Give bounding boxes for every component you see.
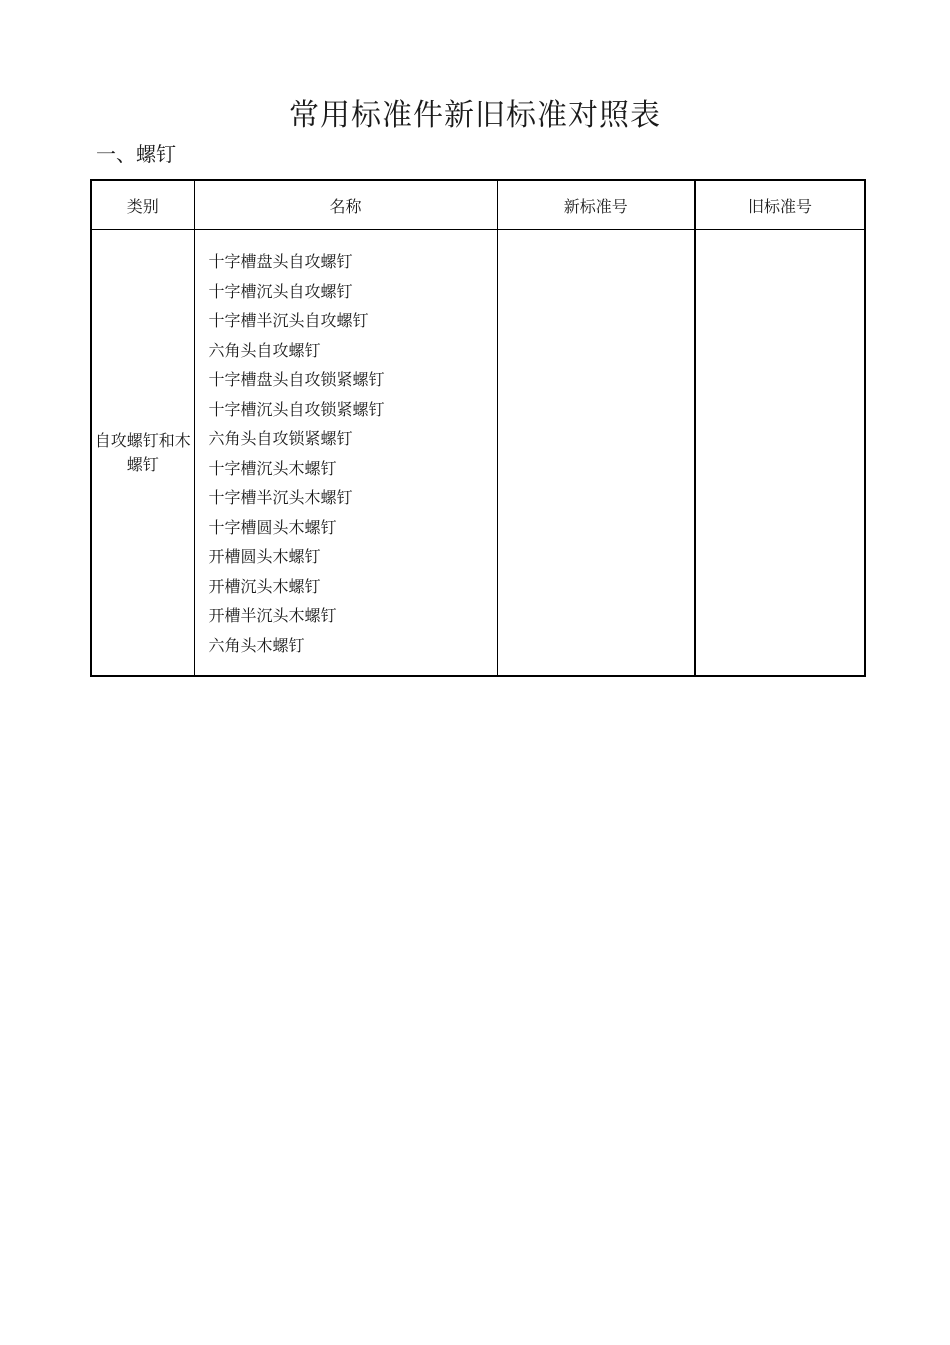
standards-table [90, 179, 866, 677]
list-item: 十字槽沉头木螺钉 [208, 458, 337, 478]
list-item: 六角头自攻锁紧螺钉 [208, 429, 353, 448]
category-label: 自攻螺钉和木螺钉 [94, 430, 191, 474]
header-row [91, 180, 865, 230]
list-item: 十字槽半沉头木螺钉 [208, 488, 353, 507]
header-category: 类别 [91, 180, 194, 230]
name-list [195, 230, 497, 660]
table-body [91, 230, 865, 677]
list-item: 十字槽圆头木螺钉 [208, 517, 337, 537]
table-row [91, 230, 865, 677]
header-name: 名称 [194, 180, 497, 230]
list-item: 十字槽盘头自攻螺钉 [208, 252, 353, 271]
list-item: 十字槽半沉头自攻螺钉 [208, 311, 369, 330]
list-item: 十字槽沉头自攻螺钉 [208, 281, 353, 301]
list-item: 开槽沉头木螺钉 [208, 576, 321, 596]
document-title: 常用标准件新旧标准对照表 [289, 98, 661, 134]
list-item: 开槽圆头木螺钉 [208, 547, 321, 566]
names-cell [194, 230, 497, 677]
list-item: 六角头自攻螺钉 [208, 340, 321, 360]
old-standard-cell [695, 230, 865, 677]
category-cell [91, 230, 194, 677]
list-item: 六角头木螺钉 [208, 635, 305, 655]
list-item: 开槽半沉头木螺钉 [208, 606, 337, 625]
list-item: 十字槽沉头自攻锁紧螺钉 [208, 399, 385, 419]
header-old-standard: 旧标准号 [695, 180, 865, 230]
section-heading: 一、螺钉 [96, 142, 176, 166]
table-header [91, 180, 865, 230]
list-item: 十字槽盘头自攻锁紧螺钉 [208, 370, 385, 389]
new-standard-cell [497, 230, 695, 677]
header-new-standard: 新标准号 [497, 180, 695, 230]
